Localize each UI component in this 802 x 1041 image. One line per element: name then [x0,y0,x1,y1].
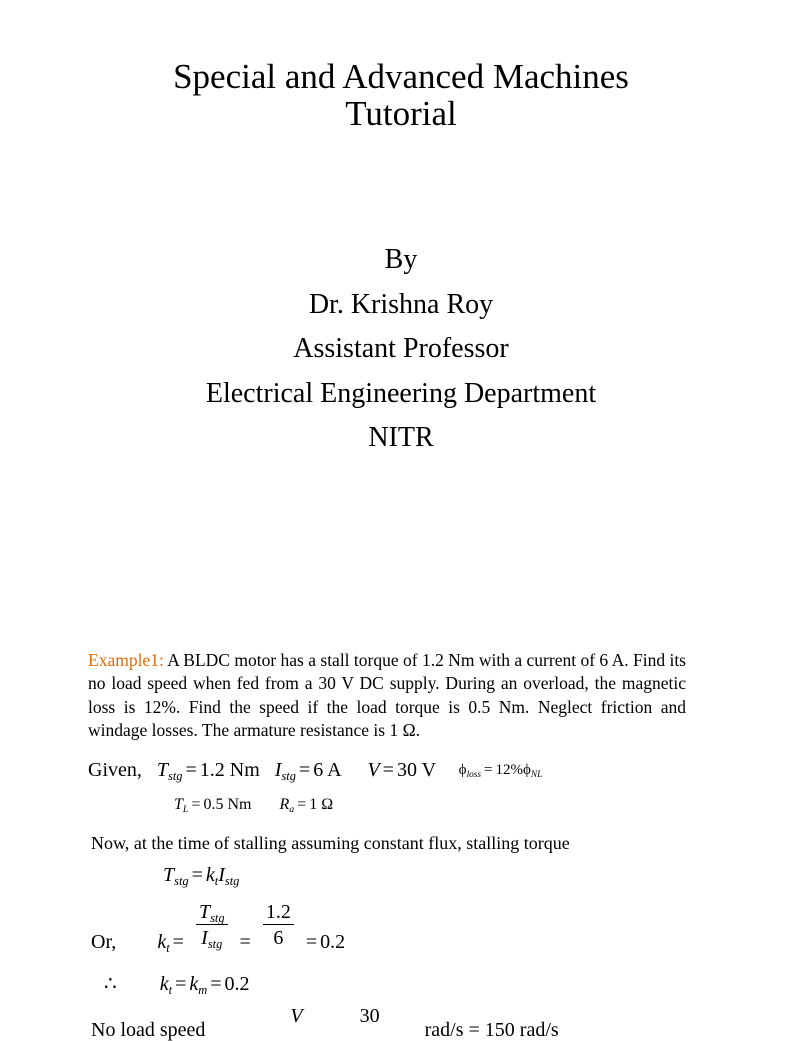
stall-torque-equation: $T_{stg} = k_tI_{stg}$ [163,864,240,889]
voltage-value: 30 V [396,759,436,781]
author-block [0,238,802,461]
no-load-speed-line [91,1005,559,1041]
no-load-v-symbol: V [290,1005,303,1027]
author-institute: NITR [368,422,434,453]
tutorial-title [0,58,802,132]
ra-value: 1 Ω [309,796,334,813]
tstg-value: 1.2 Nm [199,759,260,781]
no-load-speed-label: No load speed [91,1019,206,1041]
kt-km-equation: ∴ $k_t = k_m = 0.2$ [104,973,250,998]
tl-value: 0.5 Nm [203,796,252,813]
given-row-2: $T_L = 0.5$ Nm $R_a = 1$ Ω [174,796,334,816]
no-load-speed-result: rad/s = 150 rad/s [424,1019,559,1041]
voltage-symbol: V [367,759,380,781]
example-label: Example1: [88,650,164,670]
author-by: By [384,244,418,275]
km-value: 0.2 [224,973,250,995]
kt-value: 0.2 [320,930,346,953]
ra-symbol: $R_a$ [279,796,295,816]
author-name: Dr. Krishna Roy [308,288,494,320]
no-load-30-value: 30 [359,1005,380,1027]
kt-derivation: Or, $k_t$ = $\frac{T_{stg}}{I_{stg}}$ = $\frac{1.2}{6}$ = 0.2 [91,901,346,955]
istg-value: 6 A [313,759,341,781]
given-label: Given, [88,759,142,781]
phi-loss-expression: $\phi_{loss} = 12\%\phi_{NL}$ [458,762,543,781]
or-label: Or, [91,930,117,953]
tstg-over-istg-fraction: $\frac{T_{stg}}{I_{stg}}$ [196,902,228,948]
title-line-1: Special and Advanced Machines [173,57,629,96]
author-position: Assistant Professor [293,333,509,364]
example-text: A BLDC motor has a stall torque of 1.2 Nm with a current of 6 A. Find its no load speed when fed from a 30 V DC supply. During an overload, the magnetic loss is 12%. Find the speed if the load torque is 0.5 Nm. Neglect friction and windage losses. The armature resistance is 1 Ω. [88,650,686,741]
given-row-1: Given, $T_{stg} = 1.2$ Nm $I_{stg} = 6$ A V = 30 V $\phi_{loss} = 12\%\phi_{NL}$ [88,759,543,784]
author-department: Electrical Engineering Department [205,377,597,409]
stalling-text: Now, at the time of stalling assuming constant flux, stalling torque [91,833,570,853]
title-line-2: Tutorial [345,94,457,133]
example-problem [88,649,686,743]
therefore-symbol: ∴ [104,973,117,995]
istg-symbol: $I_{stg}$ [274,759,296,784]
numeric-fraction: $\frac{1.2}{6}$ [263,902,294,948]
phi-loss-value: 12% [495,762,524,778]
tl-symbol: $T_L$ [174,796,189,816]
tstg-symbol: $T_{stg}$ [156,759,183,784]
